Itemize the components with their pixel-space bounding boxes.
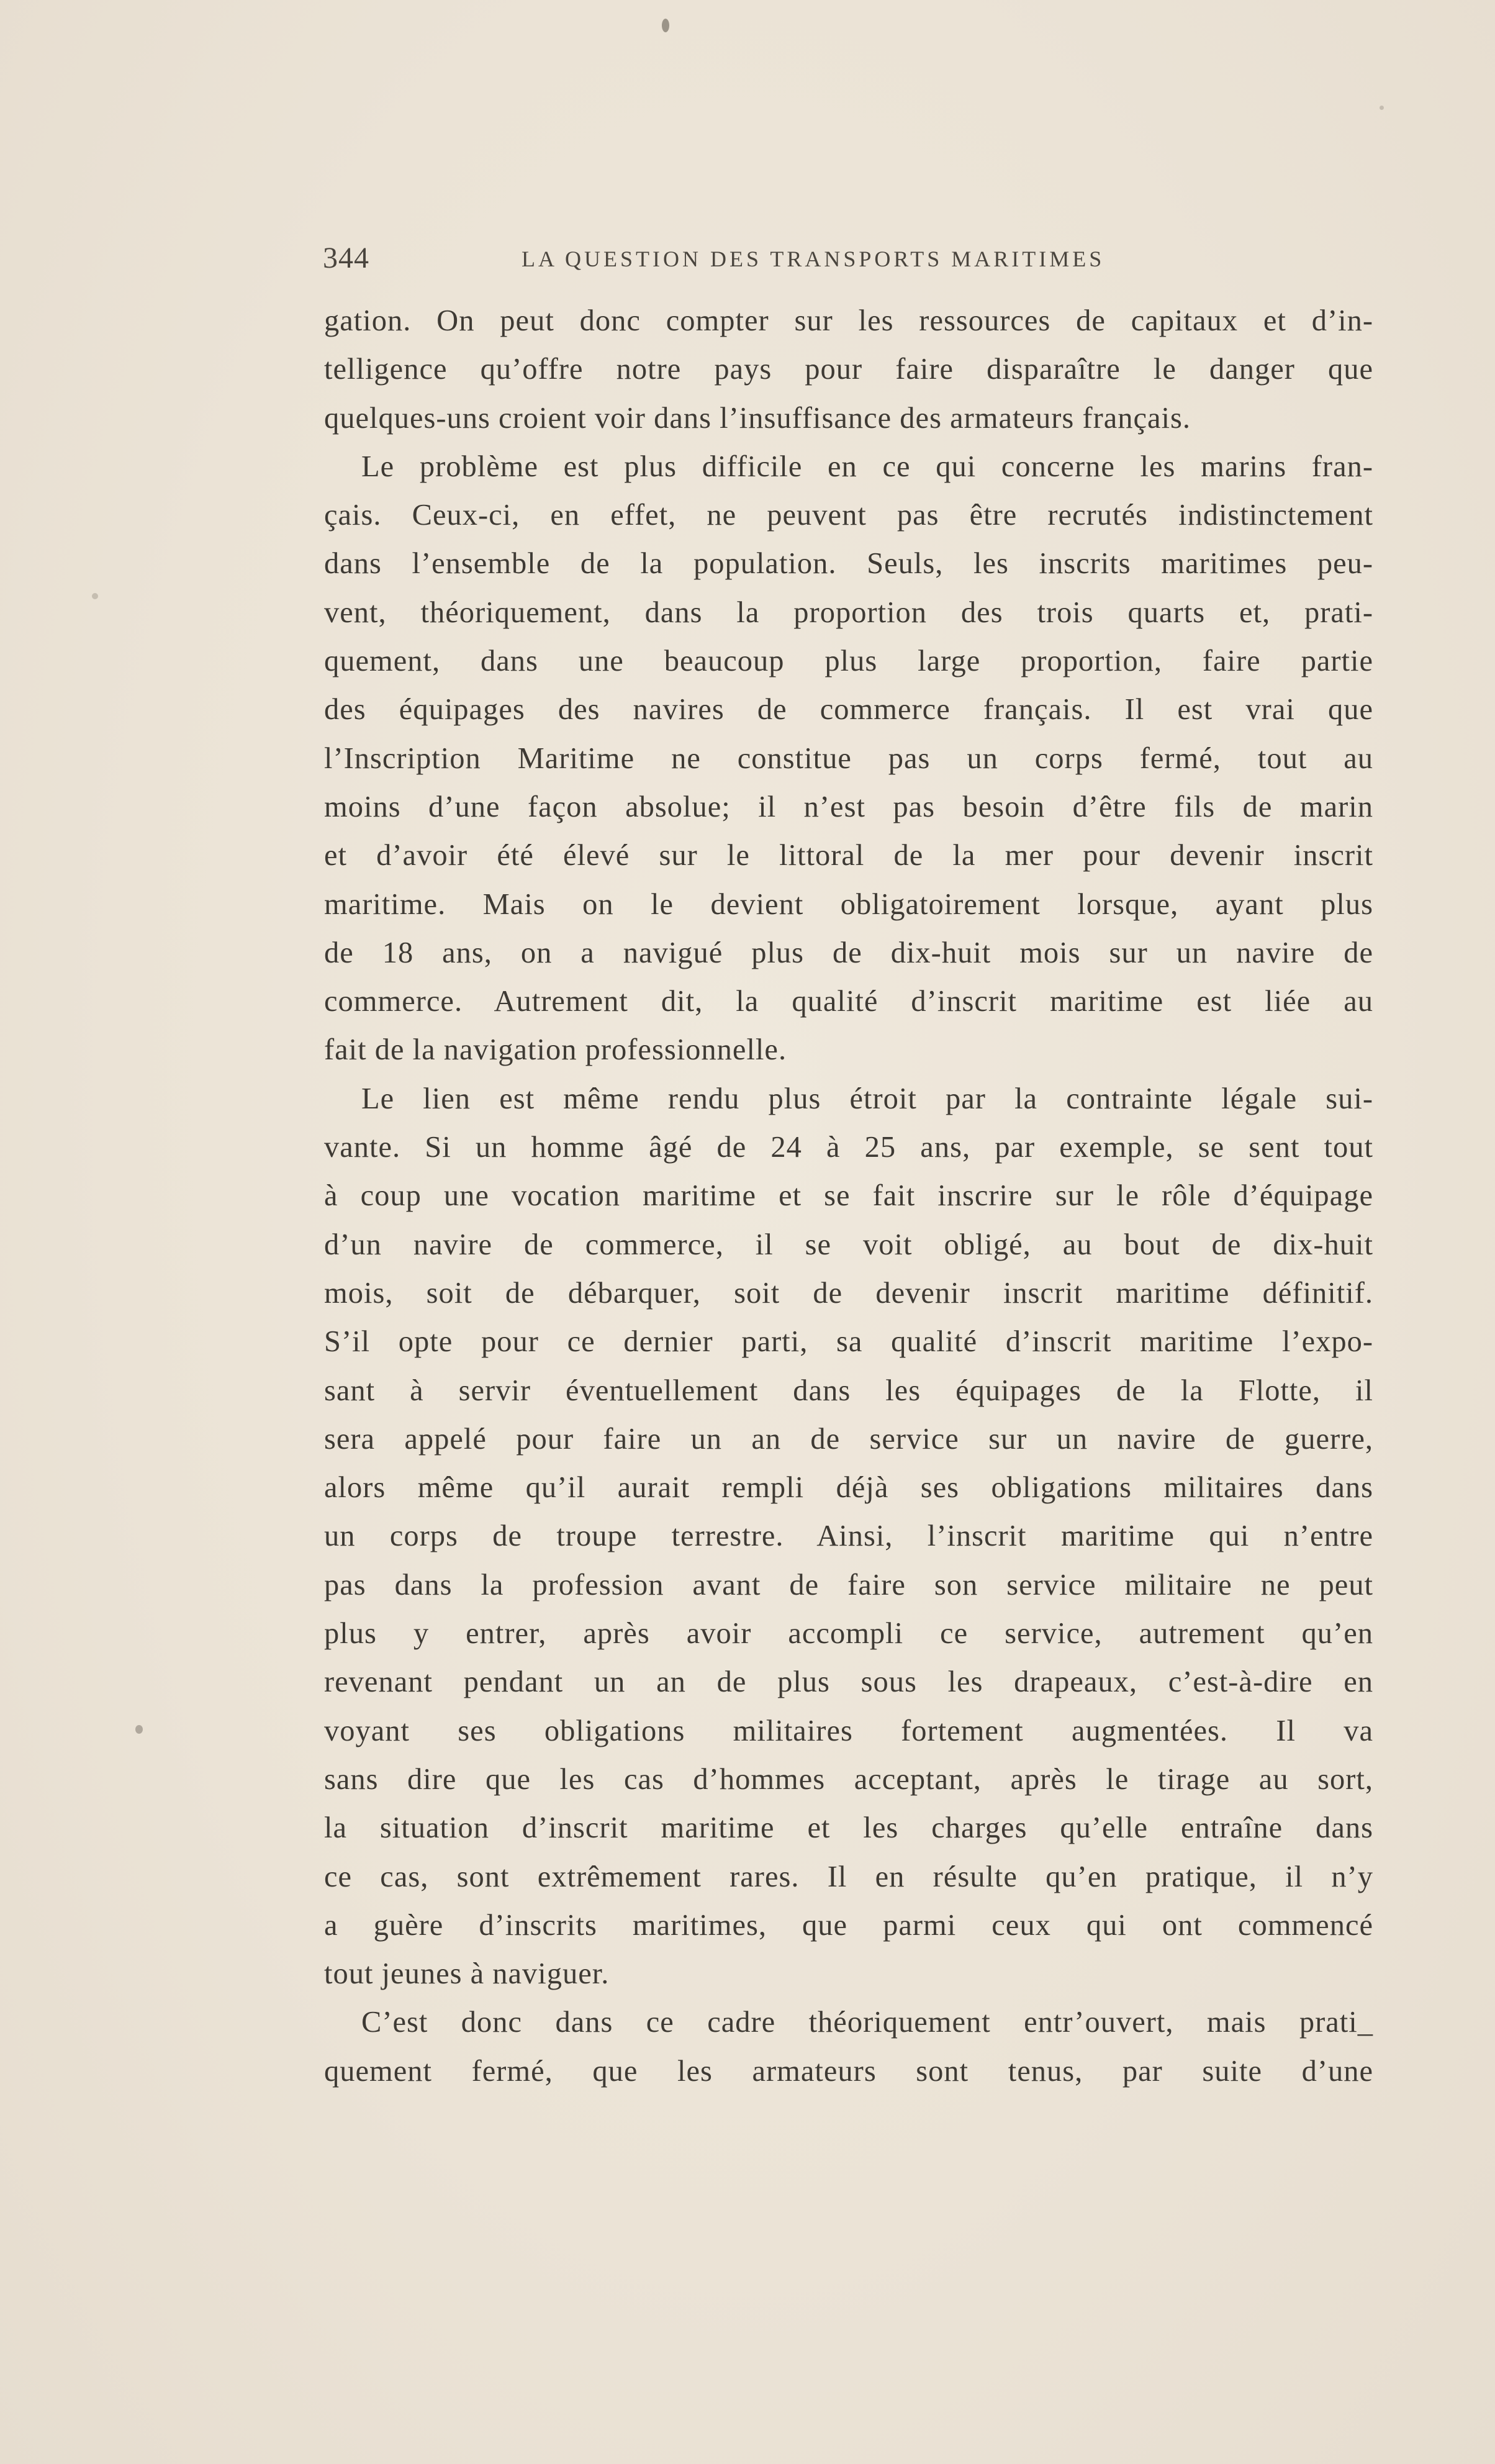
text-line: à coup une vocation maritime et se fait inscrire sur le rôle d’équipage <box>324 1179 1373 1213</box>
text-line: quement fermé, que les armateurs sont tenus, par suite d’une <box>324 2054 1373 2088</box>
text-line: sans dire que les cas d’hommes acceptant, après le tirage au sort, <box>324 1762 1373 1796</box>
ink-speck <box>92 593 98 599</box>
paragraph <box>324 297 1373 443</box>
text-line: un corps de troupe terrestre. Ainsi, l’inscrit maritime qui n’entre <box>324 1520 1373 1553</box>
text-line: quement, dans une beaucoup plus large proportion, faire partie <box>324 645 1373 678</box>
text-line: vent, théoriquement, dans la proportion des trois quarts et, prati- <box>324 596 1373 629</box>
ink-speck <box>1380 106 1384 110</box>
text-line: gation. On peut donc compter sur les ressources de capitaux et d’in- <box>324 304 1373 337</box>
text-line: mois, soit de débarquer, soit de devenir inscrit maritime définitif. <box>324 1276 1373 1310</box>
text-line: sant à servir éventuellement dans les équipages de la Flotte, il <box>324 1374 1373 1407</box>
running-title: LA QUESTION DES TRANSPORTS MARITIMES <box>522 247 1105 271</box>
text-line: de 18 ans, on a navigué plus de dix-huit mois sur un navire de <box>324 936 1373 969</box>
text-line: commerce. Autrement dit, la qualité d’inscrit maritime est liée au <box>324 985 1373 1018</box>
text-line: et d’avoir été élevé sur le littoral de la mer pour devenir inscrit <box>324 839 1373 872</box>
ink-speck <box>662 19 669 32</box>
text-line: Le lien est même rendu plus étroit par la contrainte légale sui- <box>361 1082 1373 1115</box>
text-line: l’Inscription Maritime ne constitue pas un corps fermé, tout au <box>324 741 1373 775</box>
text-line: pas dans la profession avant de faire son service militaire ne peut <box>324 1568 1373 1601</box>
text-line: plus y entrer, après avoir accompli ce service, autrement qu’en <box>324 1617 1373 1651</box>
page-number: 344 <box>323 242 369 274</box>
text-line: vante. Si un homme âgé de 24 à 25 ans, par exemple, se sent tout <box>324 1131 1373 1164</box>
running-head <box>323 241 1378 272</box>
text-line: d’un navire de commerce, il se voit obligé, au bout de dix-huit <box>324 1228 1373 1261</box>
text-line: des équipages des navires de commerce français. Il est vrai que <box>324 693 1373 727</box>
ink-speck <box>135 1725 143 1734</box>
text-line: Le problème est plus difficile en ce qui concerne les marins fran- <box>361 450 1373 483</box>
paragraph <box>324 1998 1373 2096</box>
text-line: çais. Ceux-ci, en effet, ne peuvent pas être recrutés indistinctement <box>324 499 1373 532</box>
body-text <box>324 297 1373 2096</box>
text-line: maritime. Mais on le devient obligatoirement lorsque, ayant plus <box>324 887 1373 921</box>
text-line: S’il opte pour ce dernier parti, sa qualité d’inscrit maritime l’expo- <box>324 1325 1373 1359</box>
paragraph <box>324 443 1373 1075</box>
text-line: fait de la navigation professionnelle. <box>324 1033 787 1067</box>
text-line: dans l’ensemble de la population. Seuls, les inscrits maritimes peu- <box>324 547 1373 581</box>
text-line: alors même qu’il aurait rempli déjà ses obligations militaires dans <box>324 1471 1373 1505</box>
text-line: revenant pendant un an de plus sous les drapeaux, c’est-à-dire en <box>324 1665 1373 1699</box>
text-line: quelques-uns croient voir dans l’insuffisance des armateurs français. <box>324 401 1191 435</box>
text-line: la situation d’inscrit maritime et les charges qu’elle entraîne dans <box>324 1811 1373 1845</box>
paragraph <box>324 1075 1373 1999</box>
text-line: tout jeunes à naviguer. <box>324 1957 610 1991</box>
text-line: C’est donc dans ce cadre théoriquement entr’ouvert, mais prati_ <box>361 2006 1373 2039</box>
text-line: telligence qu’offre notre pays pour faire disparaître le danger que <box>324 353 1373 386</box>
text-line: sera appelé pour faire un an de service sur un navire de guerre, <box>324 1422 1373 1456</box>
text-line: moins d’une façon absolue; il n’est pas besoin d’être fils de marin <box>324 790 1373 823</box>
text-line: voyant ses obligations militaires fortement augmentées. Il va <box>324 1714 1373 1747</box>
text-line: a guère d’inscrits maritimes, que parmi ceux qui ont commencé <box>324 1908 1373 1942</box>
text-line: ce cas, sont extrêmement rares. Il en résulte qu’en pratique, il n’y <box>324 1860 1373 1893</box>
